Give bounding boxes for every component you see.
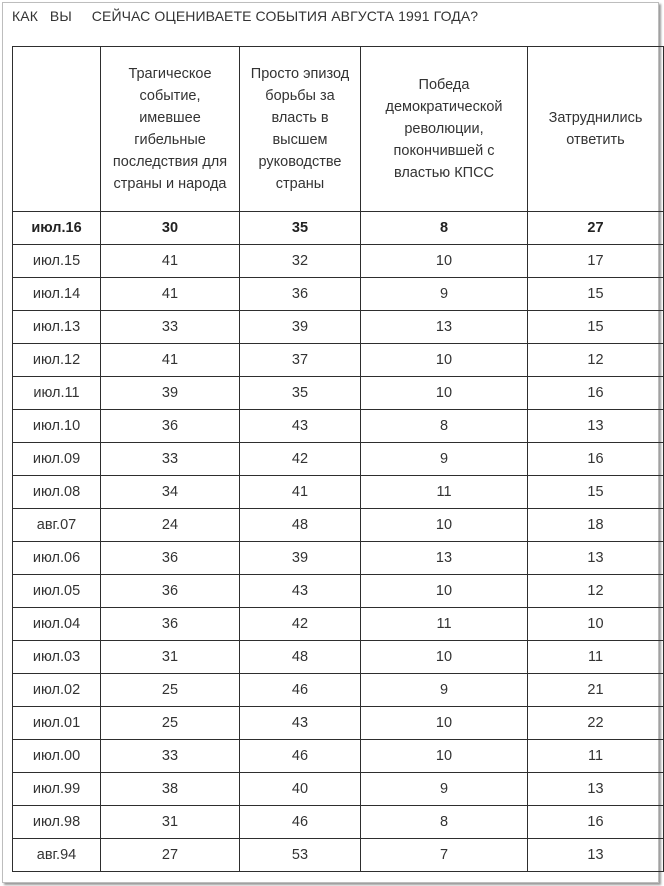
cell-undecided: 11 [528,740,664,773]
cell-power-struggle: 41 [240,476,361,509]
cell-democratic-revolution: 10 [361,509,528,542]
table-row [13,740,664,773]
cell-period: июл.09 [13,443,101,476]
cell-democratic-revolution: 7 [361,839,528,872]
table-row [13,641,664,674]
cell-undecided: 16 [528,443,664,476]
cell-power-struggle: 32 [240,245,361,278]
cell-period: июл.03 [13,641,101,674]
cell-undecided: 16 [528,806,664,839]
cell-period: июл.08 [13,476,101,509]
cell-democratic-revolution: 11 [361,476,528,509]
cell-tragic-event: 36 [101,608,240,641]
table-row [13,476,664,509]
cell-tragic-event: 33 [101,443,240,476]
cell-power-struggle: 48 [240,641,361,674]
table-row [13,245,664,278]
cell-tragic-event: 25 [101,674,240,707]
table-row [13,542,664,575]
cell-democratic-revolution: 9 [361,443,528,476]
cell-power-struggle: 43 [240,410,361,443]
cell-tragic-event: 33 [101,311,240,344]
cell-democratic-revolution: 10 [361,377,528,410]
cell-undecided: 13 [528,839,664,872]
cell-undecided: 15 [528,476,664,509]
cell-tragic-event: 36 [101,410,240,443]
header-period [13,47,101,212]
cell-period: июл.06 [13,542,101,575]
cell-democratic-revolution: 13 [361,542,528,575]
cell-democratic-revolution: 10 [361,740,528,773]
cell-power-struggle: 42 [240,608,361,641]
cell-power-struggle: 37 [240,344,361,377]
cell-undecided: 12 [528,575,664,608]
cell-tragic-event: 36 [101,575,240,608]
cell-tragic-event: 41 [101,344,240,377]
table-row [13,806,664,839]
cell-undecided: 12 [528,344,664,377]
cell-power-struggle: 46 [240,806,361,839]
cell-period: июл.14 [13,278,101,311]
cell-power-struggle: 35 [240,212,361,245]
table-header-row [13,47,664,212]
cell-democratic-revolution: 10 [361,707,528,740]
cell-tragic-event: 27 [101,839,240,872]
cell-undecided: 16 [528,377,664,410]
table-row [13,674,664,707]
table-row [13,278,664,311]
cell-democratic-revolution: 9 [361,674,528,707]
survey-results-table [12,46,664,872]
cell-tragic-event: 38 [101,773,240,806]
cell-tragic-event: 24 [101,509,240,542]
cell-tragic-event: 33 [101,740,240,773]
table-row [13,443,664,476]
cell-period: июл.16 [13,212,101,245]
cell-tragic-event: 41 [101,245,240,278]
cell-power-struggle: 35 [240,377,361,410]
cell-power-struggle: 40 [240,773,361,806]
table-row [13,344,664,377]
cell-democratic-revolution: 8 [361,410,528,443]
cell-undecided: 17 [528,245,664,278]
table-row [13,212,664,245]
cell-power-struggle: 42 [240,443,361,476]
header-label: Трагическое событие, имевшее гибельные последствия для страны и народа [112,66,228,192]
cell-tragic-event: 31 [101,806,240,839]
cell-power-struggle: 36 [240,278,361,311]
cell-tragic-event: 39 [101,377,240,410]
cell-period: июл.11 [13,377,101,410]
cell-period: авг.94 [13,839,101,872]
cell-period: июл.98 [13,806,101,839]
table-row [13,839,664,872]
cell-tragic-event: 31 [101,641,240,674]
cell-democratic-revolution: 10 [361,641,528,674]
cell-undecided: 15 [528,278,664,311]
table-row [13,575,664,608]
cell-undecided: 21 [528,674,664,707]
cell-democratic-revolution: 13 [361,311,528,344]
cell-power-struggle: 46 [240,674,361,707]
cell-tragic-event: 30 [101,212,240,245]
header-label: Победа демократической революции, покончившей с властью КПСС [385,77,503,181]
cell-period: июл.05 [13,575,101,608]
cell-undecided: 18 [528,509,664,542]
cell-power-struggle: 46 [240,740,361,773]
cell-power-struggle: 48 [240,509,361,542]
cell-undecided: 13 [528,773,664,806]
cell-period: июл.00 [13,740,101,773]
cell-period: июл.04 [13,608,101,641]
cell-tragic-event: 41 [101,278,240,311]
cell-undecided: 10 [528,608,664,641]
cell-democratic-revolution: 10 [361,344,528,377]
table-row [13,707,664,740]
table-row [13,410,664,443]
cell-period: июл.10 [13,410,101,443]
cell-power-struggle: 53 [240,839,361,872]
table-row [13,509,664,542]
cell-period: июл.12 [13,344,101,377]
header-label: Затруднились ответить [548,110,643,148]
header-tragic-event [101,47,240,212]
table-row [13,773,664,806]
cell-power-struggle: 43 [240,575,361,608]
cell-period: июл.01 [13,707,101,740]
cell-democratic-revolution: 11 [361,608,528,641]
cell-period: июл.13 [13,311,101,344]
cell-period: июл.02 [13,674,101,707]
cell-tragic-event: 34 [101,476,240,509]
cell-democratic-revolution: 10 [361,575,528,608]
cell-undecided: 15 [528,311,664,344]
cell-tragic-event: 36 [101,542,240,575]
cell-undecided: 27 [528,212,664,245]
cell-undecided: 13 [528,410,664,443]
cell-period: июл.15 [13,245,101,278]
cell-undecided: 13 [528,542,664,575]
table-row [13,377,664,410]
cell-undecided: 11 [528,641,664,674]
table-row [13,608,664,641]
cell-power-struggle: 39 [240,542,361,575]
cell-democratic-revolution: 8 [361,806,528,839]
cell-tragic-event: 25 [101,707,240,740]
cell-period: июл.99 [13,773,101,806]
header-undecided [528,47,664,212]
cell-undecided: 22 [528,707,664,740]
table-body [13,212,664,872]
cell-democratic-revolution: 10 [361,245,528,278]
cell-democratic-revolution: 8 [361,212,528,245]
header-label: Просто эпизод борьбы за власть в высшем руководстве страны [250,66,350,192]
cell-democratic-revolution: 9 [361,773,528,806]
header-democratic-revolution [361,47,528,212]
table-row [13,311,664,344]
survey-question-title: КАК ВЫ СЕЙЧАС ОЦЕНИВАЕТЕ СОБЫТИЯ АВГУСТА 1991 ГОДА? [12,8,479,24]
cell-power-struggle: 39 [240,311,361,344]
header-power-struggle [240,47,361,212]
cell-democratic-revolution: 9 [361,278,528,311]
cell-power-struggle: 43 [240,707,361,740]
cell-period: авг.07 [13,509,101,542]
